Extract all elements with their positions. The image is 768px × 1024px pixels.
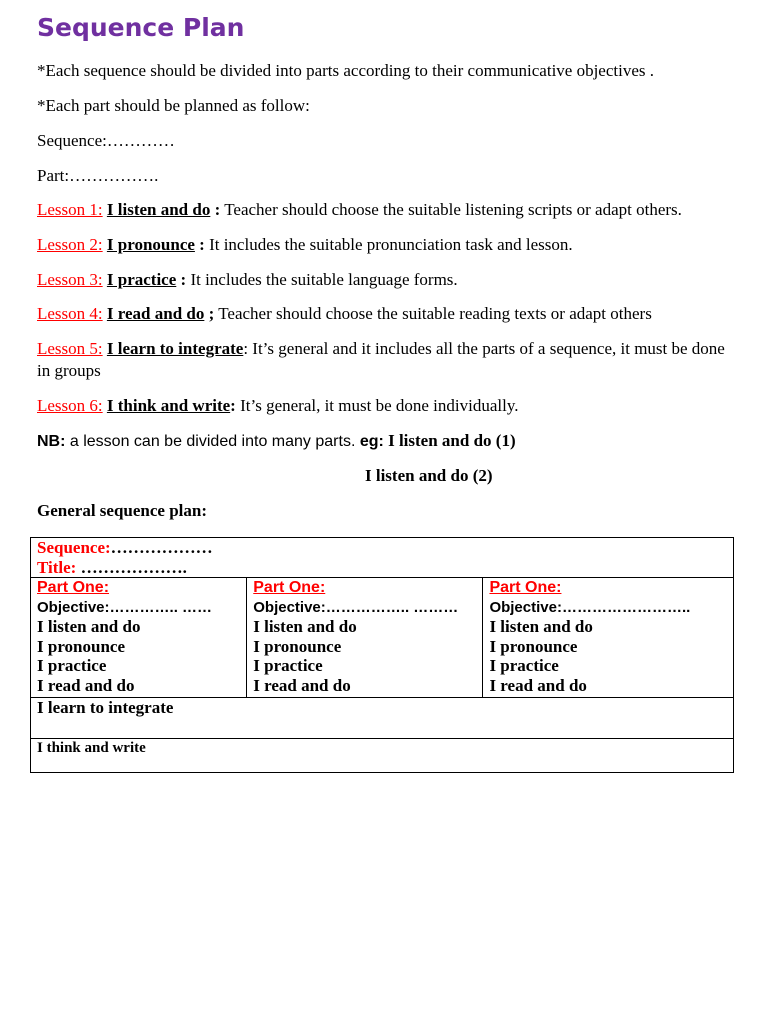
title-label: Title: xyxy=(37,557,77,577)
lesson-sep: : xyxy=(176,270,187,289)
eg-label: eg: xyxy=(359,433,384,450)
intro-line: *Each part should be planned as follow: xyxy=(37,96,310,115)
title-dots: ………………. xyxy=(76,557,187,577)
objective-label: Objective:………….. …… xyxy=(37,598,213,616)
lesson-item: I listen and do xyxy=(489,617,593,636)
lesson-sep: : xyxy=(230,396,236,415)
lesson-item: I read and do xyxy=(37,675,135,695)
lesson-label: Lesson 3: xyxy=(37,270,103,289)
sequence-label: Sequence: xyxy=(37,538,111,557)
lesson-item: I listen and do xyxy=(253,617,357,636)
lesson-text: It’s general, it must be done individually. xyxy=(235,396,519,415)
lesson-line xyxy=(37,234,727,256)
lesson-name: I read and do xyxy=(106,304,205,323)
example-2: I listen and do (2) xyxy=(365,466,493,485)
part-label: Part One: xyxy=(37,579,110,596)
lesson-name: I listen and do xyxy=(106,200,211,219)
lesson-name: I think and write xyxy=(106,396,231,415)
part-label: Part One: xyxy=(489,579,562,596)
example-1: I listen and do (1) xyxy=(383,431,516,450)
sequence-title-cell xyxy=(31,538,734,578)
general-heading: General sequence plan: xyxy=(37,501,207,520)
intro-line: *Each sequence should be divided into parts according to their communicative objectives . xyxy=(37,61,655,80)
objective-label: Objective:…………………….. xyxy=(489,598,691,616)
nb-line xyxy=(37,430,727,453)
part-label: Part One: xyxy=(253,579,326,596)
lesson-line xyxy=(37,303,727,325)
lesson-sep: ; xyxy=(204,304,215,323)
think-cell: I think and write xyxy=(31,739,734,773)
lesson-line xyxy=(37,199,727,221)
lesson-item: I practice xyxy=(253,656,323,675)
lesson-line xyxy=(37,269,727,291)
lesson-label: Lesson 2: xyxy=(37,235,103,254)
lesson-label: Lesson 6: xyxy=(37,396,103,415)
sequence-plan-table xyxy=(30,537,734,773)
lesson-text: Teacher should choose the suitable listening scripts or adapt others. xyxy=(220,200,682,219)
lesson-text: It includes the suitable language forms. xyxy=(186,270,458,289)
lesson-item: I pronounce xyxy=(253,636,342,656)
lesson-line xyxy=(37,395,727,417)
lesson-item: I practice xyxy=(489,656,559,675)
lesson-sep: : xyxy=(194,235,205,254)
intro-line: Sequence:………… xyxy=(37,131,175,150)
nb-text: a lesson can be divided into many parts. xyxy=(65,433,360,450)
lesson-text: Teacher should choose the suitable reading texts or adapt others xyxy=(214,304,652,323)
lesson-text: : It’s general and it includes all the parts of a sequence, it must be done in groups xyxy=(37,339,725,380)
lesson-sep: : xyxy=(210,200,221,219)
lesson-item: I pronounce xyxy=(37,636,126,656)
part-cell xyxy=(483,578,734,698)
part-cell xyxy=(31,578,247,698)
lesson-line xyxy=(37,338,727,382)
lesson-label: Lesson 1: xyxy=(37,200,103,219)
lesson-label: Lesson 4: xyxy=(37,304,103,323)
intro-line: Part:……………. xyxy=(37,166,159,185)
objective-label: Objective:…………….. ……… xyxy=(253,598,459,616)
lesson-name: I learn to integrate xyxy=(106,339,244,358)
lesson-item: I pronounce xyxy=(489,636,578,656)
lesson-item: I read and do xyxy=(489,675,587,695)
nb-label: NB: xyxy=(37,433,66,450)
part-cell xyxy=(247,578,483,698)
lesson-text: It includes the suitable pronunciation task and lesson. xyxy=(204,235,573,254)
page-title: Sequence Plan xyxy=(37,13,245,42)
lesson-item: I read and do xyxy=(253,675,351,695)
lesson-name: I practice xyxy=(106,270,177,289)
lesson-name: I pronounce xyxy=(106,235,195,254)
lesson-label: Lesson 5: xyxy=(37,339,103,358)
lesson-item: I listen and do xyxy=(37,617,141,636)
sequence-dots: ……………… xyxy=(110,538,213,557)
integrate-cell: I learn to integrate xyxy=(31,698,734,739)
lesson-item: I practice xyxy=(37,656,107,675)
